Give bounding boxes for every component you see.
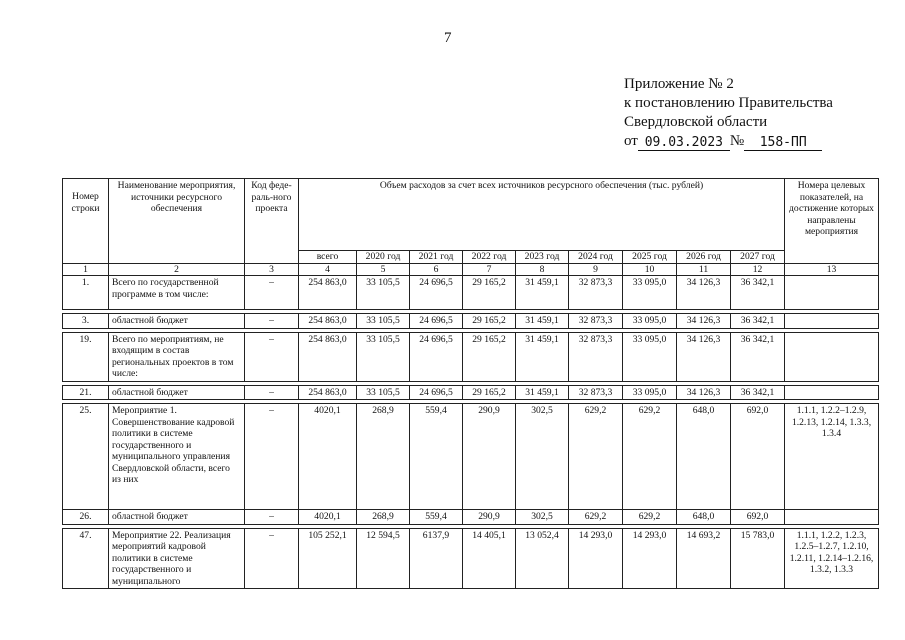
row-value: 33 105,5: [357, 332, 410, 381]
column-number: 2: [109, 263, 245, 276]
row-value: 4020,1: [299, 404, 357, 510]
row-value: 36 342,1: [731, 276, 785, 310]
row-value: 29 165,2: [463, 332, 516, 381]
header-year: 2021 год: [410, 251, 463, 264]
header-year: 2022 год: [463, 251, 516, 264]
appendix-line-2: к постановлению Правительства: [624, 95, 833, 111]
row-value: 32 873,3: [569, 276, 623, 310]
row-value: 36 342,1: [731, 385, 785, 400]
appendix-block: [624, 75, 833, 151]
row-targets: [785, 510, 879, 525]
column-number: 7: [463, 263, 516, 276]
row-number: 19.: [63, 332, 109, 381]
row-value: 629,2: [623, 404, 677, 510]
row-value: 34 126,3: [677, 385, 731, 400]
row-name: областной бюджет: [109, 314, 245, 329]
header-targets: Номера целевых показателей, на достижение которых направлены мероприятия: [785, 179, 879, 264]
column-number: 10: [623, 263, 677, 276]
column-number: 5: [357, 263, 410, 276]
row-value: 24 696,5: [410, 276, 463, 310]
row-value: 14 293,0: [623, 528, 677, 589]
row-name: областной бюджет: [109, 510, 245, 525]
header-code: Код феде-раль-ного проекта: [245, 179, 299, 264]
row-value: 33 095,0: [623, 332, 677, 381]
column-number: 11: [677, 263, 731, 276]
row-targets: [785, 314, 879, 329]
column-number: 9: [569, 263, 623, 276]
row-code: –: [245, 276, 299, 310]
row-value: 32 873,3: [569, 314, 623, 329]
row-value: 31 459,1: [516, 385, 569, 400]
row-value: 32 873,3: [569, 332, 623, 381]
row-value: 629,2: [569, 404, 623, 510]
row-value: 4020,1: [299, 510, 357, 525]
row-value: 290,9: [463, 510, 516, 525]
row-name: Мероприятие 22. Реализация мероприятий кадровой политики в системе государственного и муниципального: [109, 528, 245, 589]
from-label: от: [624, 133, 638, 149]
row-value: 34 126,3: [677, 314, 731, 329]
appendix-date-line: [624, 132, 833, 151]
header-year: 2027 год: [731, 251, 785, 264]
row-code: –: [245, 528, 299, 589]
row-value: 692,0: [731, 510, 785, 525]
row-value: 36 342,1: [731, 332, 785, 381]
table-row: [63, 314, 879, 329]
row-value: 559,4: [410, 404, 463, 510]
table-row: [63, 385, 879, 400]
row-value: 33 105,5: [357, 276, 410, 310]
table-row: [63, 404, 879, 510]
row-number: 26.: [63, 510, 109, 525]
column-number: 1: [63, 263, 109, 276]
row-value: 29 165,2: [463, 385, 516, 400]
row-value: 692,0: [731, 404, 785, 510]
row-value: 629,2: [623, 510, 677, 525]
expenses-table: [62, 178, 879, 589]
column-numbers-row: [63, 263, 879, 276]
row-number: 1.: [63, 276, 109, 310]
row-value: 13 052,4: [516, 528, 569, 589]
row-value: 32 873,3: [569, 385, 623, 400]
column-number: 6: [410, 263, 463, 276]
row-value: 24 696,5: [410, 332, 463, 381]
row-targets: [785, 332, 879, 381]
row-code: –: [245, 510, 299, 525]
row-value: 302,5: [516, 510, 569, 525]
row-name: Всего по государственной программе в том числе:: [109, 276, 245, 310]
row-number: 21.: [63, 385, 109, 400]
header-year: 2026 год: [677, 251, 731, 264]
column-number: 12: [731, 263, 785, 276]
header-year: 2020 год: [357, 251, 410, 264]
number-label: №: [729, 133, 745, 149]
row-value: 254 863,0: [299, 276, 357, 310]
row-value: 254 863,0: [299, 314, 357, 329]
header-year: 2025 год: [623, 251, 677, 264]
row-value: 33 105,5: [357, 385, 410, 400]
row-number: 25.: [63, 404, 109, 510]
table-row: [63, 276, 879, 310]
row-name: Всего по мероприятиям, не входящим в состав региональных проектов в том числе:: [109, 332, 245, 381]
row-value: 559,4: [410, 510, 463, 525]
table-row: [63, 528, 879, 589]
row-code: –: [245, 314, 299, 329]
row-value: 6137,9: [410, 528, 463, 589]
row-value: 33 105,5: [357, 314, 410, 329]
row-value: 268,9: [357, 404, 410, 510]
header-volume: Объем расходов за счет всех источников ресурсного обеспечения (тыс. рублей): [299, 179, 785, 251]
row-value: 268,9: [357, 510, 410, 525]
row-value: 648,0: [677, 404, 731, 510]
row-value: 33 095,0: [623, 385, 677, 400]
row-value: 34 126,3: [677, 276, 731, 310]
row-value: 254 863,0: [299, 385, 357, 400]
row-code: –: [245, 332, 299, 381]
row-value: 29 165,2: [463, 314, 516, 329]
table-row: [63, 510, 879, 525]
row-value: 36 342,1: [731, 314, 785, 329]
page-number: 7: [444, 30, 452, 46]
column-number: 4: [299, 263, 357, 276]
row-value: 24 696,5: [410, 314, 463, 329]
row-value: 14 293,0: [569, 528, 623, 589]
expenses-table-wrap: [62, 178, 878, 589]
row-value: 648,0: [677, 510, 731, 525]
row-value: 302,5: [516, 404, 569, 510]
decree-date: 09.03.2023: [638, 135, 730, 151]
row-number: 3.: [63, 314, 109, 329]
row-targets: [785, 385, 879, 400]
row-targets: 1.1.1, 1.2.2, 1.2.3, 1.2.5–1.2.7, 1.2.10, 1.2.11, 1.2.14–1.2.16, 1.3.2, 1.3.3: [785, 528, 879, 589]
row-value: 629,2: [569, 510, 623, 525]
row-value: 24 696,5: [410, 385, 463, 400]
row-value: 12 594,5: [357, 528, 410, 589]
row-value: 31 459,1: [516, 314, 569, 329]
row-value: 33 095,0: [623, 314, 677, 329]
column-number: 8: [516, 263, 569, 276]
row-code: –: [245, 404, 299, 510]
row-name: Мероприятие 1. Совершенствование кадровой политики в системе государственного и муниципального управления Свердловской области, всего из них: [109, 404, 245, 510]
row-value: 290,9: [463, 404, 516, 510]
row-code: –: [245, 385, 299, 400]
row-name: областной бюджет: [109, 385, 245, 400]
header-total: всего: [299, 251, 357, 264]
table-row: [63, 332, 879, 381]
header-year: 2023 год: [516, 251, 569, 264]
header-row-number: Номер строки: [63, 179, 109, 264]
header-name: Наименование мероприятия, источники ресурсного обеспечения: [109, 179, 245, 264]
header-year: 2024 год: [569, 251, 623, 264]
row-value: 14 693,2: [677, 528, 731, 589]
column-number: 13: [785, 263, 879, 276]
column-number: 3: [245, 263, 299, 276]
appendix-title: Приложение № 2: [624, 76, 734, 92]
row-value: 31 459,1: [516, 276, 569, 310]
row-number: 47.: [63, 528, 109, 589]
appendix-line-3: Свердловской области: [624, 114, 768, 130]
row-value: 14 405,1: [463, 528, 516, 589]
row-value: 254 863,0: [299, 332, 357, 381]
row-targets: 1.1.1, 1.2.2–1.2.9, 1.2.13, 1.2.14, 1.3.3, 1.3.4: [785, 404, 879, 510]
decree-number: 158-ПП: [744, 135, 822, 151]
row-value: 33 095,0: [623, 276, 677, 310]
row-value: 15 783,0: [731, 528, 785, 589]
row-targets: [785, 276, 879, 310]
row-value: 29 165,2: [463, 276, 516, 310]
row-value: 105 252,1: [299, 528, 357, 589]
row-value: 31 459,1: [516, 332, 569, 381]
row-value: 34 126,3: [677, 332, 731, 381]
